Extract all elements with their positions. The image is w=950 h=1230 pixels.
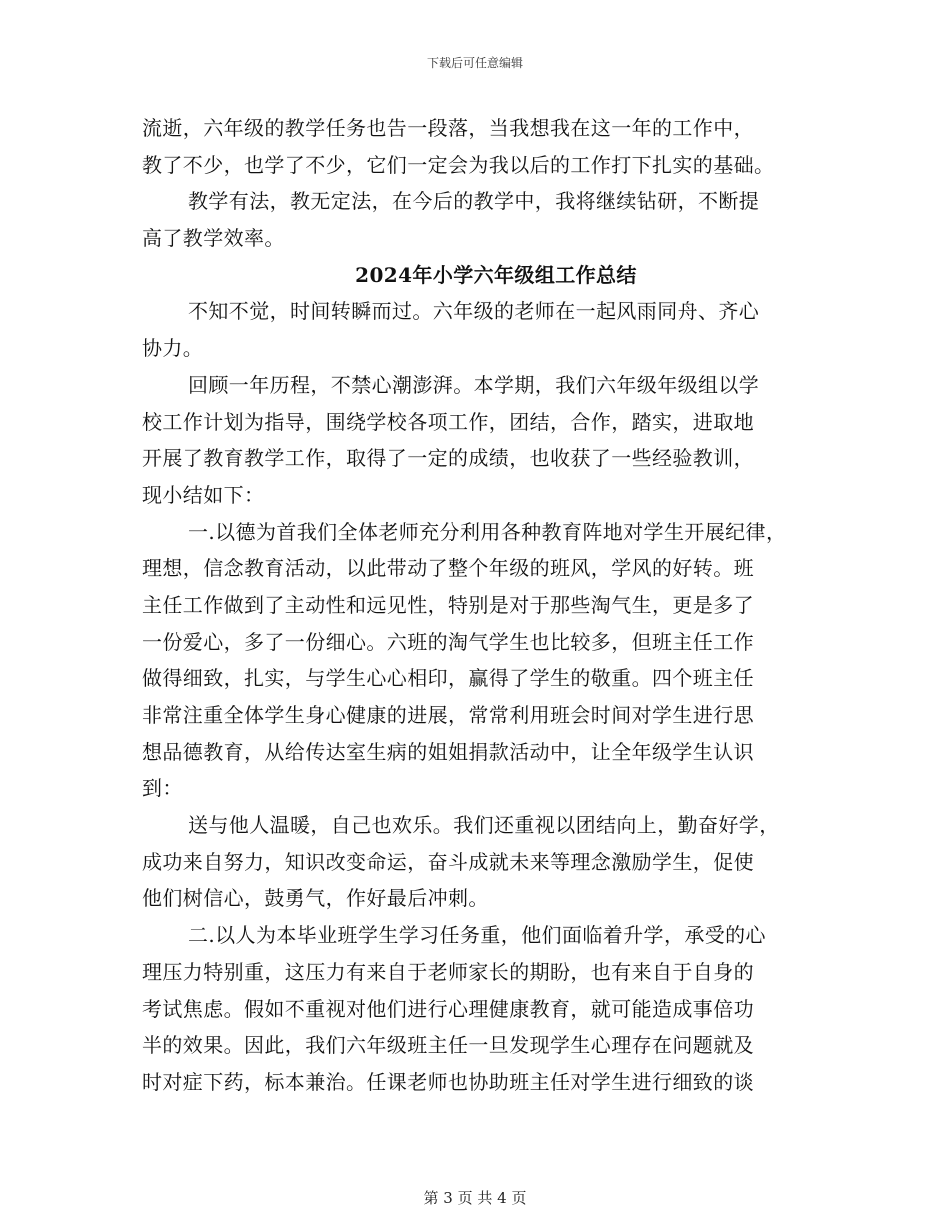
text-line: 二.以人为本毕业班学生学习任务重，他们面临着升学，承受的心 xyxy=(188,923,766,948)
text-line: 到： xyxy=(142,776,183,801)
text-line: 回顾一年历程，不禁心潮澎湃。本学期，我们六年级年级组以学 xyxy=(188,372,760,397)
text-line: 理想，信念教育活动，以此带动了整个年级的班风，学风的好转。班 xyxy=(142,556,754,581)
text-line: 一.以德为首我们全体老师充分利用各种教育阵地对学生开展纪律， xyxy=(188,519,787,544)
text-line: 教学有法，教无定法，在今后的教学中，我将继续钻研，不断提 xyxy=(188,189,760,214)
page-footer: 第 3 页 共 4 页 xyxy=(423,1189,527,1207)
text-line: 考试焦虑。假如不重视对他们进行心理健康教育，就可能造成事倍功 xyxy=(142,996,754,1021)
page-header: 下载后可任意编辑 xyxy=(426,56,523,70)
text-line: 流逝，六年级的教学任务也告一段落，当我想我在这一年的工作中， xyxy=(142,116,754,140)
text-line: 高了教学效率。 xyxy=(142,226,285,251)
text-line: 教了不少，也学了不少，它们一定会为我以后的工作打下扎实的基础。 xyxy=(142,152,775,177)
text-line: 主任工作做到了主动性和远见性，特别是对于那些淘气生，更是多了 xyxy=(142,592,754,617)
text-line: 送与他人温暖，自己也欢乐。我们还重视以团结向上，勤奋好学， xyxy=(188,813,780,838)
text-line: 成功来自努力，知识改变命运，奋斗成就未来等理念激励学生，促使 xyxy=(142,849,754,874)
text-line: 半的效果。因此，我们六年级班主任一旦发现学生心理存在问题就及 xyxy=(142,1033,754,1058)
text-line: 现小结如下： xyxy=(142,482,265,507)
text-line: 协力。 xyxy=(142,336,204,361)
text-line: 想品德教育，从给传达室生病的姐姐捐款活动中，让全年级学生认识 xyxy=(142,739,754,764)
section-title: 2024年小学六年级组工作总结 xyxy=(355,262,637,287)
text-line: 做得细致，扎实，与学生心心相印，赢得了学生的敬重。四个班主任 xyxy=(142,666,754,691)
text-line: 非常注重全体学生身心健康的进展，常常利用班会时间对学生进行思 xyxy=(142,703,754,727)
document-body xyxy=(142,110,832,1101)
text-line: 开展了教育教学工作，取得了一定的成绩，也收获了一些经验教训， xyxy=(142,446,754,471)
text-line: 一份爱心，多了一份细心。六班的淘气学生也比较多，但班主任工作 xyxy=(142,629,754,654)
text-line: 校工作计划为指导，围绕学校各项工作，团结，合作，踏实，进取地 xyxy=(142,409,754,434)
text-line: 不知不觉，时间转瞬而过。六年级的老师在一起风雨同舟、齐心 xyxy=(188,299,760,324)
text-line: 时对症下药，标本兼治。任课老师也协助班主任对学生进行细致的谈 xyxy=(142,1069,754,1094)
text-line: 他们树信心，鼓勇气，作好最后冲刺。 xyxy=(142,886,489,911)
text-line: 理压力特别重，这压力有来自于老师家长的期盼，也有来自于自身的 xyxy=(142,959,754,984)
